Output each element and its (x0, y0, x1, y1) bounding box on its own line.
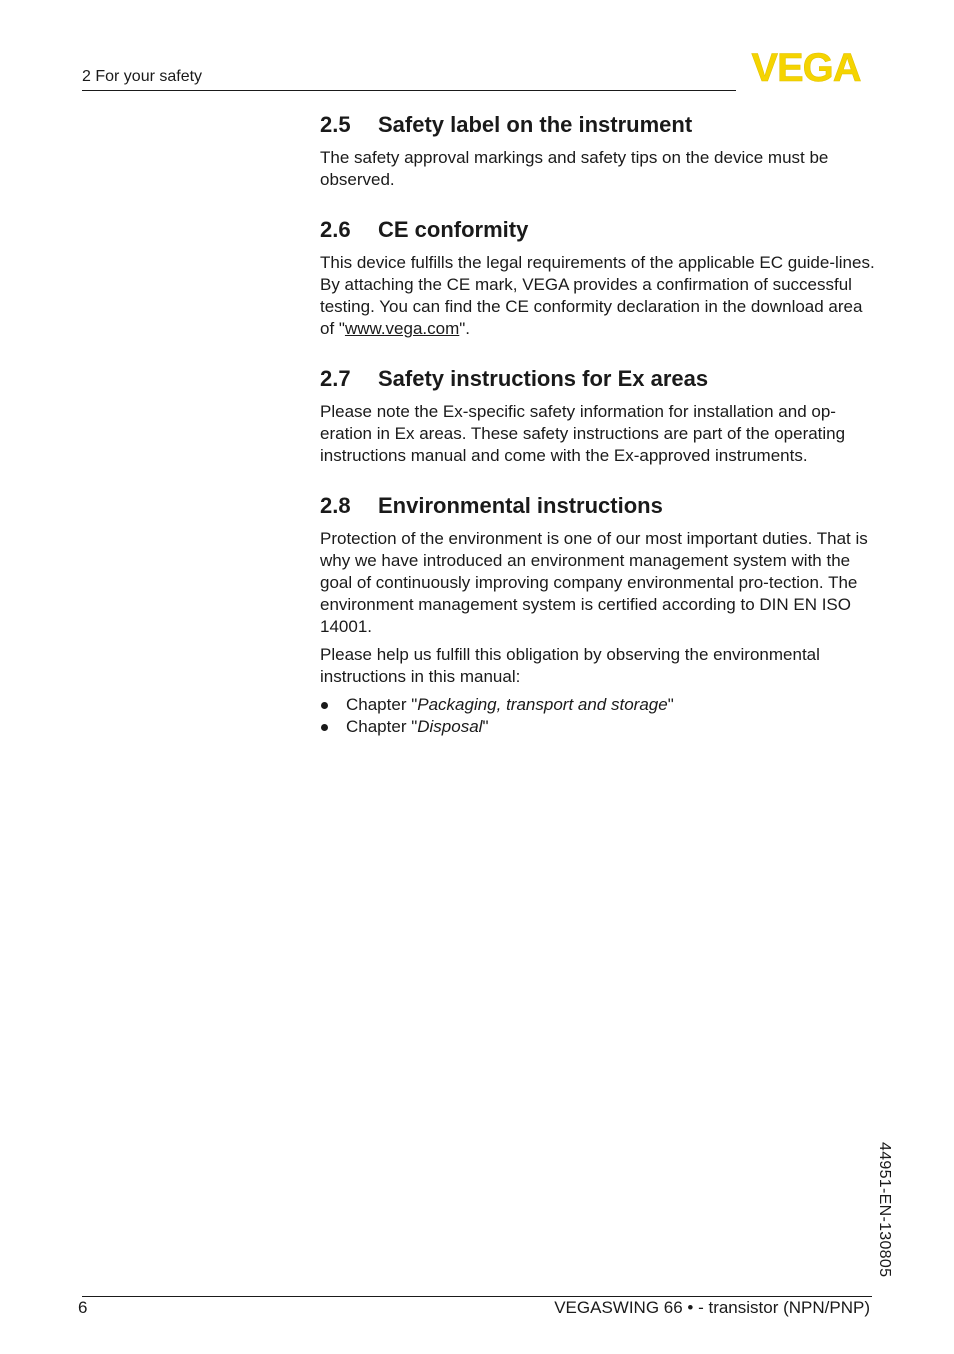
footer-title: VEGASWING 66 • - transistor (NPN/PNP) (554, 1298, 870, 1317)
vega-website-link[interactable]: www.vega.com (344, 319, 460, 338)
chapter-reference: Disposal (417, 717, 483, 736)
section-title: CE conformity (378, 217, 529, 242)
section-paragraph: Please note the Ex-specific safety information for installation and op-eration in Ex areas. These safety instructions are part of the operating instructions manual and come with the Ex-approved instruments. (320, 402, 846, 465)
section-number: 2.5 (320, 112, 351, 137)
document-code: 44951-EN-130805 (876, 1142, 893, 1278)
page-number: 6 (78, 1298, 88, 1317)
section-2-5 (320, 110, 876, 191)
running-head: 2 For your safety (82, 68, 203, 85)
section-heading (320, 110, 876, 140)
vega-logo (740, 50, 872, 84)
paragraph-text: This device fulfills the legal requirements of the applicable EC guide-lines. By attaching the CE mark, VEGA provides a confirmation of successful testing. You can find the CE conformity declaration in the download area of " (320, 253, 875, 338)
bullet-suffix: " (667, 695, 674, 714)
section-2-6 (320, 215, 876, 340)
chapter-reference: Packaging, transport and storage (417, 695, 668, 714)
bullet-icon (321, 724, 328, 731)
svg-text:VEGA: VEGA (751, 50, 861, 84)
paragraph-text: ". (459, 319, 471, 338)
section-title: Safety label on the instrument (378, 112, 693, 137)
bullet-prefix: Chapter " (346, 717, 418, 736)
section-title: Safety instructions for Ex areas (378, 366, 709, 391)
section-heading (320, 364, 876, 394)
bullet-icon (321, 702, 328, 709)
bullet-suffix: " (482, 717, 489, 736)
main-content (320, 110, 876, 762)
section-paragraph: Protection of the environment is one of our most important duties. That is why we have introduced an environment management system with the goal of continuously improving company environmental pro-tection. The environment management system is certified according to DIN EN ISO 14001. (320, 529, 868, 636)
section-heading (320, 491, 876, 521)
section-number: 2.8 (320, 493, 351, 518)
section-2-8 (320, 491, 876, 738)
footer-divider (82, 1296, 872, 1297)
section-paragraph: Please help us fulfill this obligation by observing the environmental instructions in this manual: (320, 645, 820, 686)
section-number: 2.7 (320, 366, 351, 391)
section-number: 2.6 (320, 217, 351, 242)
list-item (320, 694, 876, 716)
section-2-7 (320, 364, 876, 467)
section-paragraph (320, 252, 876, 340)
list-item (320, 716, 876, 738)
section-title: Environmental instructions (378, 493, 663, 518)
section-paragraph: The safety approval markings and safety tips on the device must be observed. (320, 148, 829, 189)
section-heading (320, 215, 876, 245)
chapter-list (320, 694, 876, 738)
bullet-prefix: Chapter " (346, 695, 418, 714)
header-divider (82, 90, 736, 91)
